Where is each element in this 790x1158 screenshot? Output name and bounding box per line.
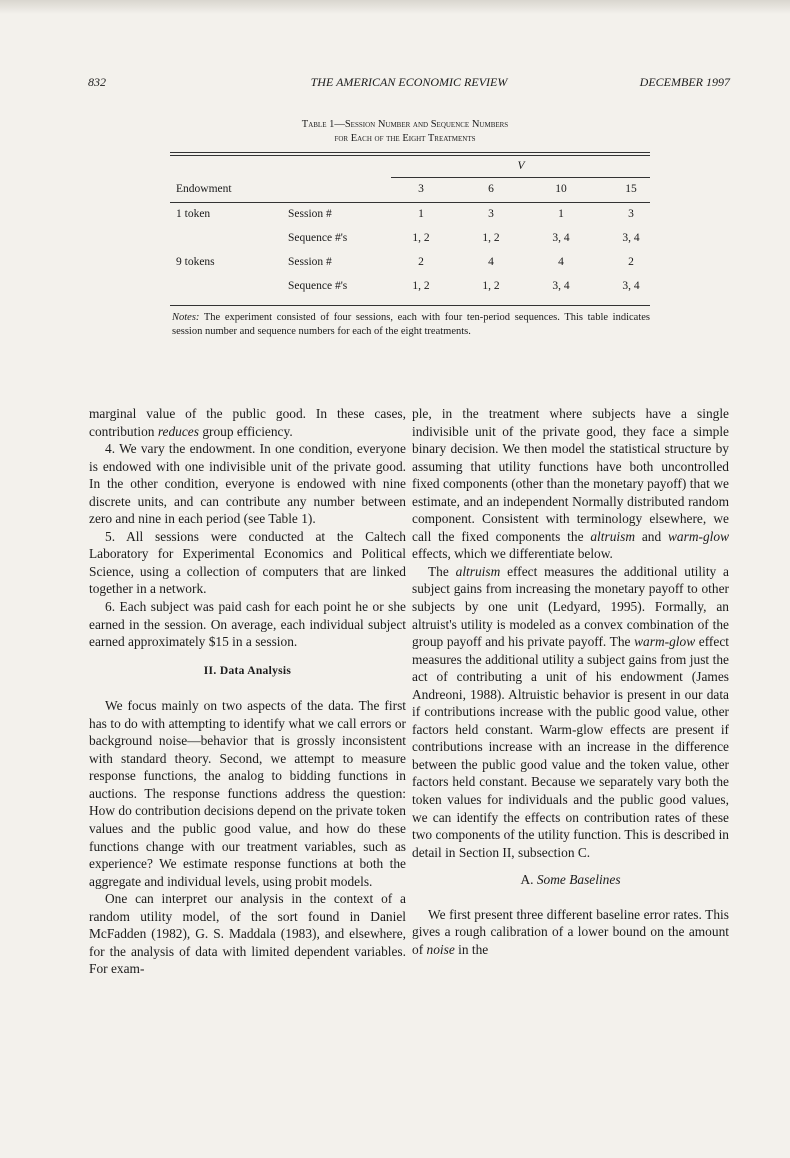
table-caption-line-2: for Each of the Eight Treatments bbox=[334, 133, 476, 144]
treatment-table bbox=[170, 152, 650, 306]
v-value-header: 3 bbox=[418, 183, 424, 195]
table-cell: 2 bbox=[628, 256, 634, 268]
table-bottom-rule bbox=[170, 305, 650, 306]
table-caption bbox=[170, 118, 640, 146]
endowment-cell: 9 tokens bbox=[176, 256, 215, 268]
journal-title: THE AMERICAN ECONOMIC REVIEW bbox=[310, 75, 508, 89]
table-cell: 4 bbox=[558, 256, 564, 268]
row-label: Sequence #'s bbox=[288, 232, 348, 244]
text-run: marginal value of the public good. In these cases, contribution bbox=[89, 406, 406, 439]
paragraph: 5. All sessions were conducted at the Caltech Laboratory for Experimental Economics and Political Science, using a collection of computers that are linked together in a network. bbox=[89, 528, 406, 597]
text-run: ple, in the treatment where subjects have a single indivisible unit of the private good, they face a simple binary decision. We then model the statistical structure by assuming that utility functions have both uncontrolled fixed components (other than the monetary payoff) that we estimate, and an independent Normally distributed random component. Consistent with terminology elsewhere, we call the fixed components the bbox=[412, 406, 729, 544]
notes-text: The experiment consisted of four sessions, each with four ten-period sequences. This table indicates session number and sequence numbers for each of the eight treatments. bbox=[172, 312, 650, 337]
subsection-heading bbox=[412, 871, 729, 889]
endowment-header: Endowment bbox=[176, 183, 232, 195]
table-cell: 3, 4 bbox=[552, 280, 570, 292]
table-cell: 4 bbox=[488, 256, 494, 268]
emphasis: noise bbox=[426, 941, 455, 957]
text-run: effects, which we differentiate below. bbox=[412, 546, 613, 562]
text-run: effect measures the additional utility a subject gains from increasing the monetary payoff to other subjects by one unit (Ledyard, 1995). Formally, an altruist's utility is modeled as a convex combination of the group payoff and his private payoff. The bbox=[412, 563, 729, 650]
text-run: and bbox=[635, 528, 668, 544]
row-label: Session # bbox=[288, 208, 332, 220]
text-run: in the bbox=[454, 941, 489, 957]
table-cell: 1, 2 bbox=[412, 280, 430, 292]
table-cell: 2 bbox=[418, 256, 424, 268]
table-row bbox=[170, 275, 650, 299]
scan-top-edge bbox=[0, 0, 790, 14]
table-cell: 1, 2 bbox=[482, 232, 500, 244]
paragraph: We focus mainly on two aspects of the data. The first has to do with attempting to identify what we call errors or background noise—behavior that is grossly inconsistent with standard theory. Second, we attempt to measure response functions, the analog to bidding functions in auctions. The response functions address the question: How do contribution decisions depend on the private token values and the public good value, and how do these functions change with our treatment variables, such as experience? We estimate response functions at both the aggregate and individual levels, using probit models. bbox=[89, 698, 406, 889]
table-cell: 3, 4 bbox=[552, 232, 570, 244]
table-row bbox=[170, 227, 650, 251]
v-value-header: 6 bbox=[488, 183, 494, 195]
v-header: V bbox=[517, 160, 525, 172]
table-row bbox=[170, 203, 650, 227]
emphasis: altruism bbox=[590, 528, 636, 544]
endowment-cell: 1 token bbox=[176, 208, 211, 220]
table-cell: 3 bbox=[488, 208, 494, 220]
emphasis: reduces bbox=[157, 423, 199, 439]
right-column bbox=[412, 405, 729, 958]
emphasis: warm-glow bbox=[667, 528, 729, 544]
left-column bbox=[89, 405, 406, 978]
table-cell: 3, 4 bbox=[622, 232, 640, 244]
notes-label: Notes: bbox=[172, 312, 200, 323]
paragraph bbox=[412, 563, 729, 861]
table-cell: 1 bbox=[418, 208, 424, 220]
table-column-header-row bbox=[170, 178, 650, 202]
row-label: Session # bbox=[288, 256, 332, 268]
table-cell: 1, 2 bbox=[412, 232, 430, 244]
table-caption-line-1: Table 1—Session Number and Sequence Numbers bbox=[301, 119, 509, 130]
paragraph bbox=[412, 906, 729, 959]
text-run: effect measures the additional utility a subject gains from just the act of contributing a unit of his endowment (James Andreoni, 1988). Altruistic behavior is present in our data if contributions increase with the public good value, other factors held constant. Warm-glow effects are present if contributions increase with an increase in the difference between the public good value and the token value, other factors held constant. Because we separately vary both the token values for individuals and the public good values, we can identify the effects on contribution rates of these two components of the utility function. This is described in detail in Section II, subsection C. bbox=[412, 634, 729, 860]
table-cell: 3 bbox=[628, 208, 634, 220]
table-cell: 1 bbox=[558, 208, 564, 220]
table-cell: 3, 4 bbox=[622, 280, 640, 292]
section-heading bbox=[89, 661, 406, 681]
table-notes bbox=[172, 311, 650, 339]
paragraph bbox=[412, 405, 729, 563]
paragraph bbox=[89, 405, 406, 440]
section-title: Data Analysis bbox=[219, 664, 292, 677]
emphasis: warm-glow bbox=[634, 634, 696, 650]
v-value-header: 10 bbox=[555, 183, 567, 195]
paragraph: 6. Each subject was paid cash for each point he or she earned in the session. On average, each individual subject earned approximately $15 in a session. bbox=[89, 599, 406, 650]
paragraph: One can interpret our analysis in the context of a random utility model, of the sort found in Daniel McFadden (1982), G. S. Maddala (1983), and elsewhere, for the analysis of data with limited dependent variables. For exam- bbox=[89, 891, 406, 977]
paragraph: 4. We vary the endowment. In one condition, everyone is endowed with one indivisible unit of the private good. In the other condition, everyone is endowed with nine discrete units, and can contribute any number between zero and nine in each period (see Table 1). bbox=[89, 441, 406, 527]
emphasis: altruism bbox=[455, 563, 501, 579]
v-value-header: 15 bbox=[625, 183, 637, 195]
text-run: We first present three different baseline error rates. This gives a rough calibration of a lower bound on the amount of bbox=[412, 906, 729, 957]
subsection-title: Some Baselines bbox=[536, 872, 621, 888]
subsection-letter: A. bbox=[520, 872, 534, 888]
section-number: II. bbox=[203, 664, 217, 677]
table-v-header-row bbox=[170, 156, 650, 178]
text-run: group efficiency. bbox=[198, 423, 293, 439]
page-number: 832 bbox=[88, 75, 106, 89]
table-row bbox=[170, 251, 650, 275]
table-cell: 1, 2 bbox=[482, 280, 500, 292]
text-run: The bbox=[428, 563, 456, 579]
row-label: Sequence #'s bbox=[288, 280, 348, 292]
issue-date: DECEMBER 1997 bbox=[639, 75, 730, 89]
